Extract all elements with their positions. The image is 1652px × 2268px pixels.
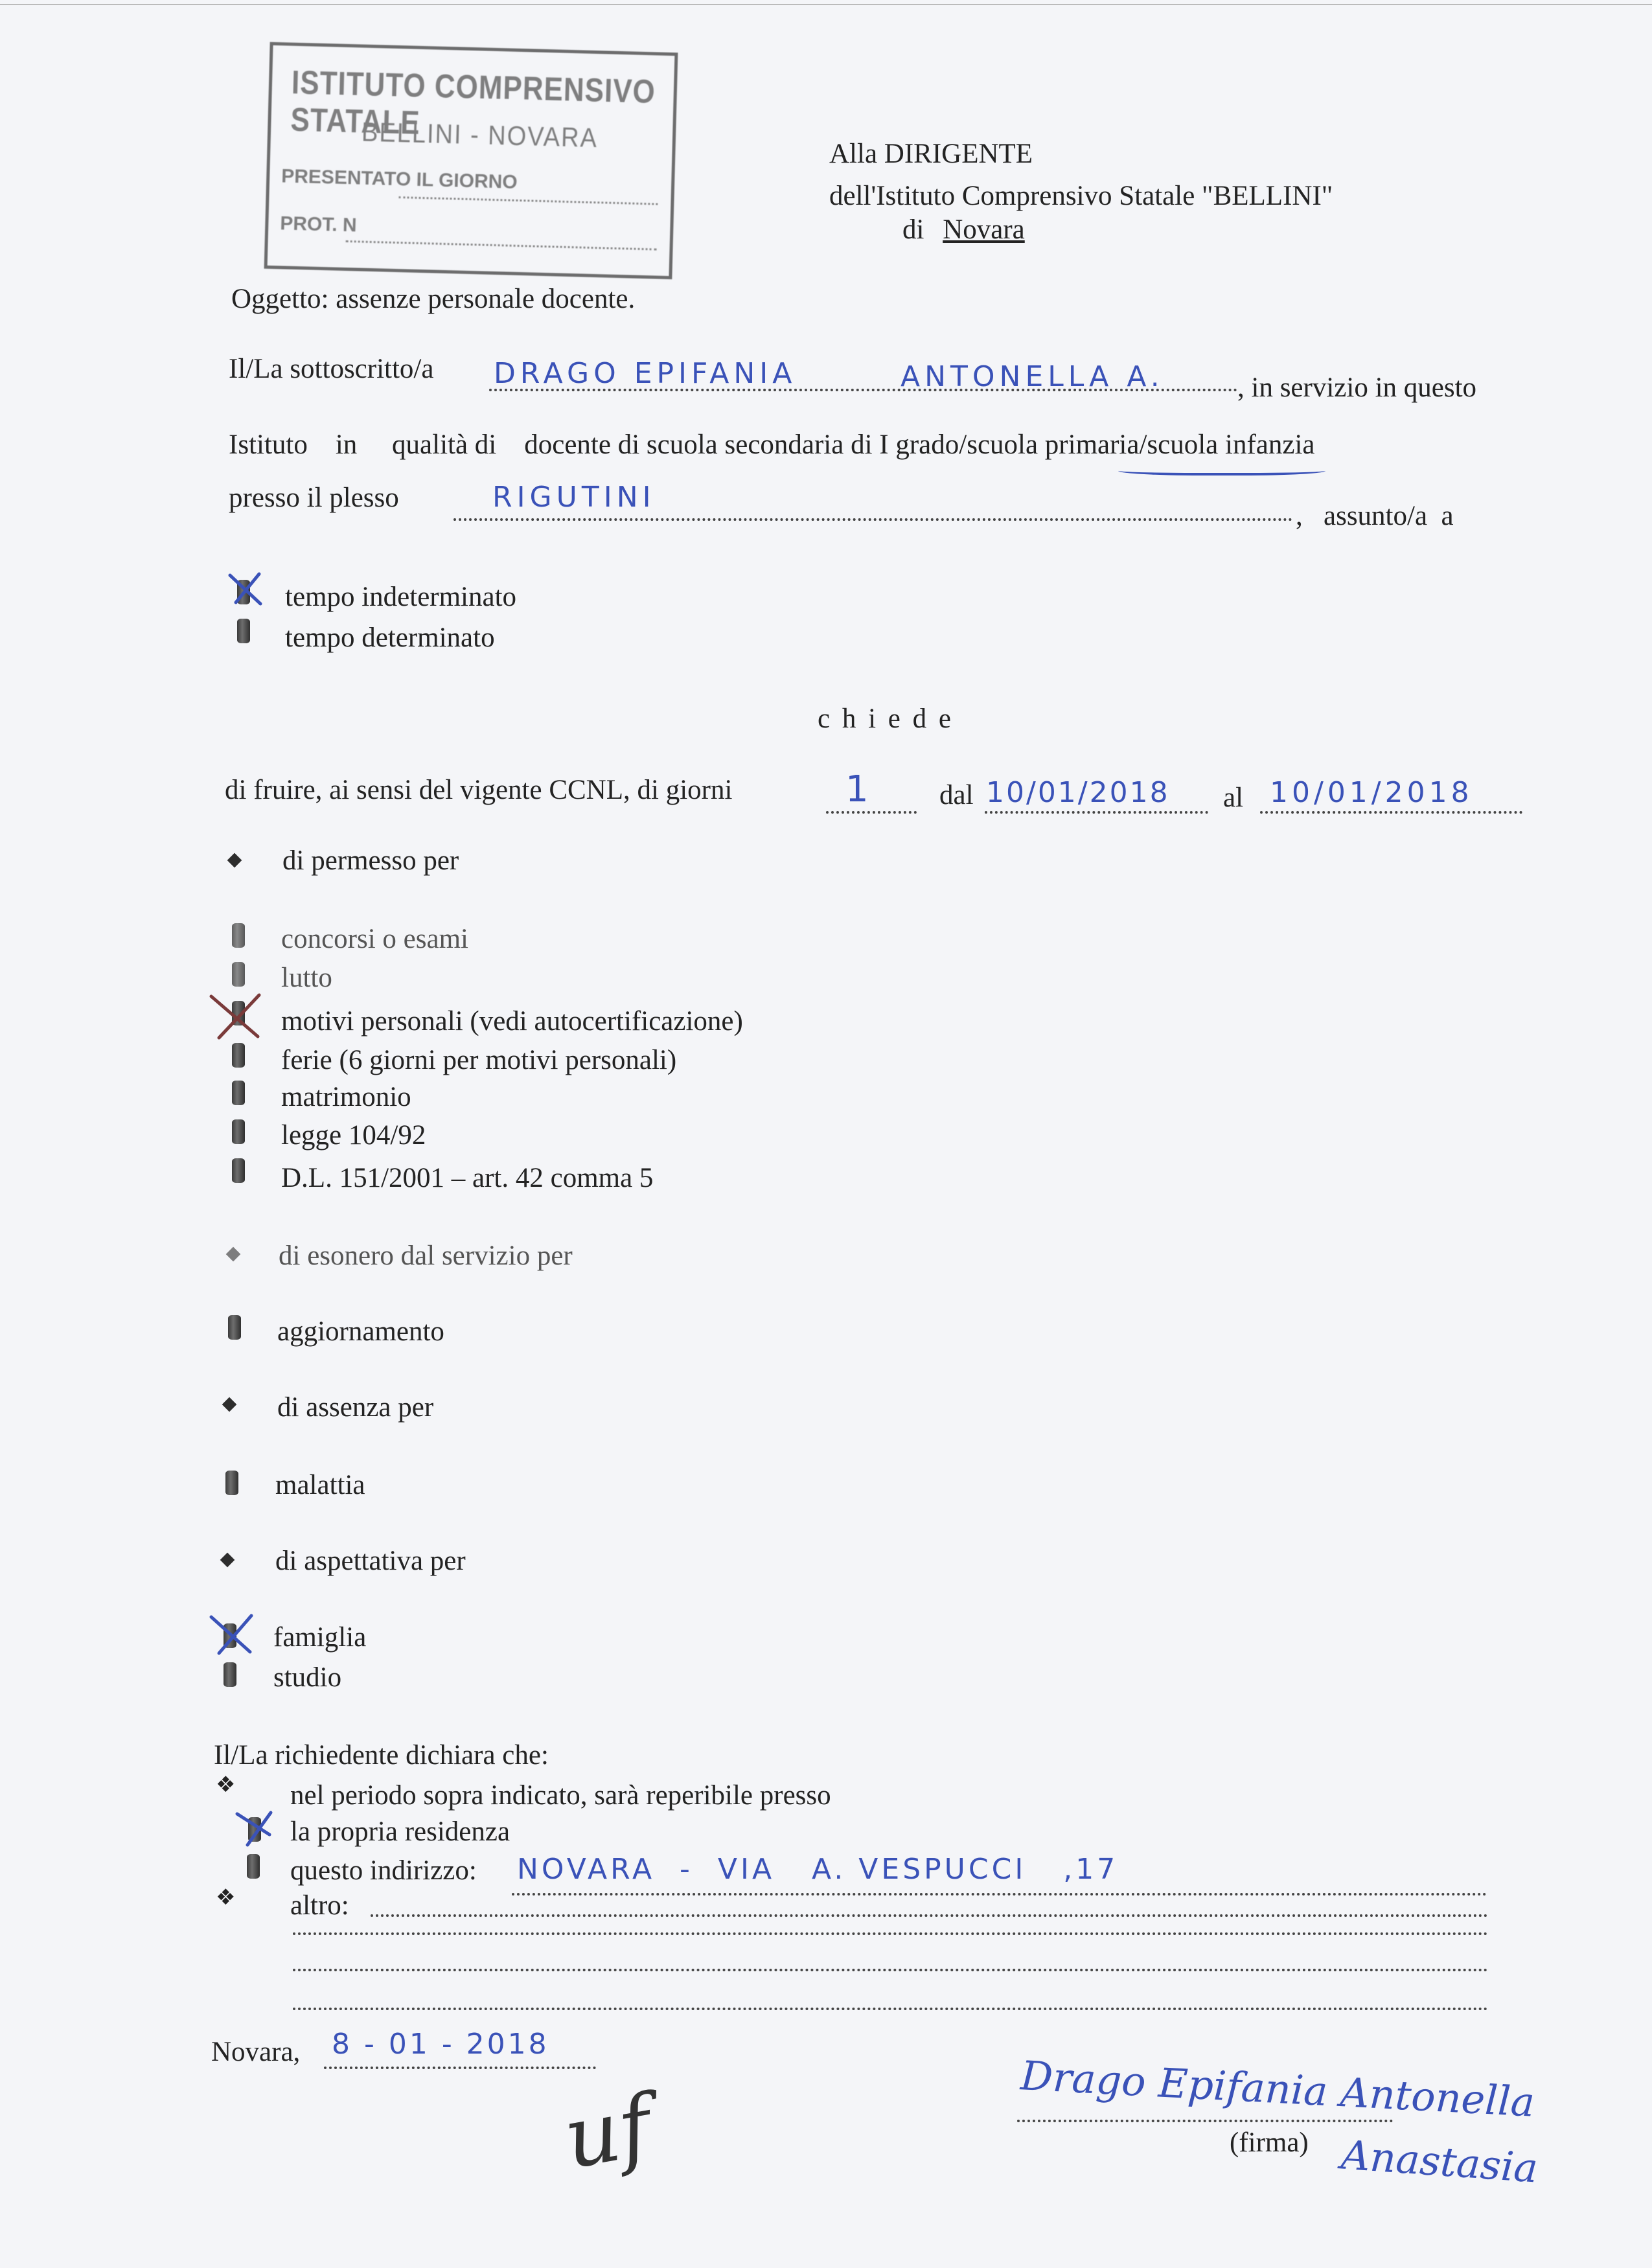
checkbox-concorsi[interactable] xyxy=(232,923,245,948)
checkbox-lutto[interactable] xyxy=(232,962,245,987)
four-diamond-bullet-icon: ❖ xyxy=(216,1884,236,1910)
altro-field-line-4 xyxy=(293,2008,1488,2010)
dal-value: 10/01/2018 xyxy=(986,776,1170,809)
declaration-heading: Il/La richiedente dichiara che: xyxy=(214,1740,549,1770)
al-label: al xyxy=(1223,783,1244,813)
signature-field xyxy=(1017,2120,1393,2122)
checkbox-famiglia[interactable] xyxy=(224,1623,236,1648)
date-value: 8 - 01 - 2018 xyxy=(332,2028,549,2061)
permesso-item-motivi-personali: motivi personali (vedi autocertificazione) xyxy=(281,1006,743,1037)
subscriber-name-part-2: ANTONELLA A. xyxy=(901,360,1164,393)
page-top-edge xyxy=(0,4,1652,5)
subscriber-label: Il/La sottoscritto/a xyxy=(229,354,434,384)
checkbox-malattia[interactable] xyxy=(225,1471,238,1495)
indirizzo-label: questo indirizzo: xyxy=(290,1855,477,1886)
signature-line-1: Drago Epifania Antonella xyxy=(1019,2052,1536,2126)
permesso-item-lutto: lutto xyxy=(281,963,332,993)
stamp-line-4: PROT. N xyxy=(279,212,358,236)
period-prefix: di fruire, ai sensi del vigente CCNL, di giorni xyxy=(225,775,733,805)
scuola-primaria-underline xyxy=(1118,464,1325,475)
initials-mark: uf xyxy=(556,2076,659,2188)
stamp-line-2: BELLINI - NOVARA xyxy=(361,117,599,154)
checkbox-tempo-indeterminato[interactable] xyxy=(237,580,250,604)
diamond-bullet xyxy=(220,1553,235,1568)
checkbox-matrimonio[interactable] xyxy=(232,1081,245,1105)
plesso-label: presso il plesso xyxy=(229,483,399,513)
aspettativa-item-studio: studio xyxy=(273,1662,342,1693)
protocol-stamp xyxy=(264,42,678,279)
date-field xyxy=(324,2067,596,2069)
altro-field-line-3 xyxy=(293,1969,1488,1971)
chiede-heading: c h i e d e xyxy=(818,704,954,734)
addressee-di: di xyxy=(902,214,924,245)
esonero-item-aggiornamento: aggiornamento xyxy=(277,1316,444,1347)
stamp-line-3: PRESENTATO IL GIORNO xyxy=(281,165,518,193)
checkbox-questo-indirizzo[interactable] xyxy=(247,1854,260,1879)
declaration-line-1: nel periodo sopra indicato, sarà reperibile presso xyxy=(290,1780,831,1811)
al-field xyxy=(1260,811,1522,814)
esonero-heading: di esonero dal servizio per xyxy=(279,1241,573,1271)
aspettativa-heading: di aspettativa per xyxy=(275,1546,466,1576)
place-label: Novara, xyxy=(211,2037,301,2067)
signature-label: (firma) xyxy=(1230,2127,1309,2158)
al-value: 10/01/2018 xyxy=(1270,776,1473,809)
checkbox-aggiornamento[interactable] xyxy=(228,1315,241,1340)
assenza-item-malattia: malattia xyxy=(275,1470,365,1500)
permesso-item-dl-151: D.L. 151/2001 – art. 42 comma 5 xyxy=(281,1163,654,1193)
diamond-bullet xyxy=(222,1397,237,1412)
diamond-bullet xyxy=(227,853,242,868)
dal-field xyxy=(985,811,1208,814)
permesso-item-ferie: ferie (6 giorni per motivi personali) xyxy=(281,1045,677,1075)
permesso-heading: di permesso per xyxy=(282,845,459,876)
checkbox-motivi-personali[interactable] xyxy=(232,1001,245,1025)
permesso-item-legge-104: legge 104/92 xyxy=(281,1120,426,1151)
stamp-dotted-line xyxy=(398,196,658,205)
addressee-line-1: Alla DIRIGENTE xyxy=(829,139,1033,169)
permesso-item-matrimonio: matrimonio xyxy=(281,1082,411,1112)
checkbox-propria-residenza[interactable] xyxy=(248,1817,261,1842)
checkbox-studio[interactable] xyxy=(224,1662,236,1687)
tempo-indeterminato-label: tempo indeterminato xyxy=(285,582,517,612)
dal-label: dal xyxy=(939,780,974,810)
altro-field-line-2 xyxy=(293,1932,1488,1935)
stamp-dotted-line xyxy=(346,240,657,251)
checkbox-ferie[interactable] xyxy=(232,1043,245,1068)
four-diamond-bullet-icon: ❖ xyxy=(216,1772,236,1798)
aspettativa-item-famiglia: famiglia xyxy=(273,1622,367,1653)
days-value: 1 xyxy=(845,768,873,810)
indirizzo-value: NOVARA - VIA A. VESPUCCI ,17 xyxy=(517,1853,1119,1886)
subject-line: Oggetto: assenze personale docente. xyxy=(231,284,636,314)
in-service-text: , in servizio in questo xyxy=(1237,372,1477,403)
role-line: Istituto in qualità di docente di scuola secondaria di I grado/scuola primaria/scuola infanzia xyxy=(229,430,1315,460)
subscriber-name-part-1: DRAGO EPIFANIA xyxy=(494,357,797,390)
assenza-heading: di assenza per xyxy=(277,1392,434,1423)
addressee-city: Novara xyxy=(943,214,1025,245)
signature-line-2: Anastasia xyxy=(1339,2131,1540,2192)
altro-label: altro: xyxy=(290,1890,349,1921)
plesso-field xyxy=(453,518,1292,521)
indirizzo-field xyxy=(512,1893,1487,1896)
tempo-determinato-label: tempo determinato xyxy=(285,623,495,653)
days-field xyxy=(826,811,917,814)
altro-field-line-1 xyxy=(371,1914,1488,1917)
diamond-bullet xyxy=(226,1247,241,1262)
checkbox-legge-104[interactable] xyxy=(232,1119,245,1144)
plesso-value: RIGUTINI xyxy=(492,481,656,514)
checkbox-dl-151[interactable] xyxy=(232,1158,245,1183)
addressee-line-3 xyxy=(902,216,1025,244)
addressee-line-2: dell'Istituto Comprensivo Statale "BELLINI" xyxy=(829,181,1333,211)
stamp-line-1: ISTITUTO COMPRENSIVO STATALE xyxy=(290,64,656,142)
checkbox-tempo-determinato[interactable] xyxy=(237,619,250,643)
declaration-residenza: la propria residenza xyxy=(290,1816,511,1847)
assunto-text: , assunto/a a xyxy=(1296,501,1454,531)
permesso-item-concorsi: concorsi o esami xyxy=(281,924,468,954)
